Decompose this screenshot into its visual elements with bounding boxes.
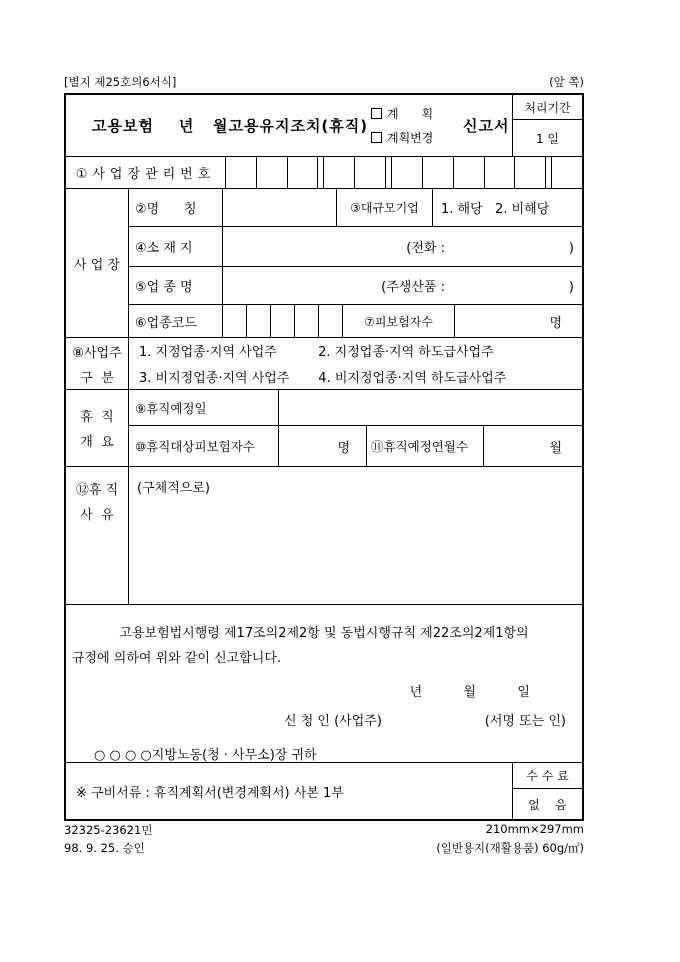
fee-value-text: 없 음	[528, 797, 567, 812]
industry-code-label-text: ⑥업종코드	[135, 315, 197, 331]
form-table	[64, 93, 584, 821]
leave-insured-input[interactable]	[279, 426, 367, 466]
plan-option-label: 계 획	[387, 107, 434, 121]
owner-type-option-line1: 1. 지정업종·지역 사업주 2. 지정업종·지역 하도급사업주	[139, 345, 494, 360]
processing-time-label-text: 처리기간	[524, 100, 571, 115]
form-code-text: 32325-23621민	[64, 823, 153, 837]
declaration-section	[66, 605, 582, 763]
form-title-suffix	[463, 95, 512, 156]
leave-reason-label	[66, 467, 129, 604]
mgmt-digit-box[interactable]	[485, 157, 516, 188]
leave-insured-label	[129, 426, 279, 466]
mgmt-digit-box[interactable]	[355, 157, 386, 188]
mgmt-number-input[interactable]	[226, 157, 582, 188]
fee-column	[512, 763, 582, 819]
mgmt-digit-box[interactable]	[454, 157, 485, 188]
addressee-text: ○ ○ ○ ○지방노동(청 · 사무소)장 귀하	[94, 748, 317, 763]
mgmt-digit-box[interactable]	[423, 157, 454, 188]
leave-overview-subrows	[129, 390, 582, 466]
workplace-name-label	[129, 189, 223, 226]
applicant-label-text: 신 청 인 (사업주)	[284, 714, 382, 729]
form-title-suffix-text: 신고서	[463, 117, 510, 135]
mgmt-digit-box[interactable]	[324, 157, 355, 188]
declaration-line2	[66, 647, 582, 666]
processing-time-label	[513, 95, 582, 120]
leave-months-input[interactable]	[484, 426, 582, 466]
leave-overview-label-line2: 개 요	[80, 435, 114, 450]
workplace-name-label-text: ②명 칭	[135, 202, 197, 217]
leave-months-label	[367, 426, 484, 466]
required-docs-label	[66, 763, 512, 819]
processing-time-column	[512, 95, 582, 156]
paper-size-text: 210mm×297mm	[485, 822, 584, 836]
approval-date	[64, 840, 145, 856]
declaration-applicant-line	[66, 710, 582, 729]
form-title-text: 고용보험 년 월고용유지조치(휴직)	[92, 117, 369, 135]
leave-date-input[interactable]	[279, 390, 582, 425]
industry-code-input[interactable]	[223, 305, 343, 337]
workplace-industry-row	[129, 267, 582, 305]
mgmt-number-label	[66, 157, 226, 188]
insured-count-unit-text: 명	[549, 315, 562, 331]
industry-code-digit-box[interactable]	[223, 305, 247, 337]
declaration-line2-text: 규정에 의하여 위와 같이 신고합니다.	[72, 651, 282, 666]
leave-overview-label	[66, 390, 129, 466]
fee-label-text: 수 수 료	[526, 769, 569, 783]
insured-count-input[interactable]	[455, 305, 582, 337]
mgmt-digit-box[interactable]	[257, 157, 288, 188]
form-code	[64, 822, 152, 838]
workplace-address-label-text: ④소 재 지	[135, 241, 193, 256]
leave-overview-label-line1: 휴 직	[80, 410, 114, 425]
industry-code-digit-box[interactable]	[295, 305, 319, 337]
form-reference	[64, 74, 176, 90]
declaration-date-line[interactable]	[66, 681, 582, 700]
fee-value	[513, 789, 582, 819]
plan-option-row	[371, 105, 463, 122]
workplace-block	[66, 189, 582, 338]
leave-reason-label-line1: ⑫휴 직	[75, 483, 119, 498]
workplace-name-row	[129, 189, 582, 227]
industry-code-digit-box[interactable]	[271, 305, 295, 337]
workplace-section-label-text: 사 업 장	[74, 257, 120, 273]
owner-type-label-line1: ⑧사업주	[72, 345, 122, 361]
leave-reason-label-line2: 사 유	[80, 508, 114, 523]
mgmt-number-row	[66, 157, 582, 189]
industry-name-label	[129, 267, 223, 304]
workplace-address-input[interactable]	[223, 227, 582, 266]
large-company-options[interactable]	[433, 189, 582, 226]
processing-time-value-text: 1 일	[535, 131, 560, 146]
insured-count-label	[343, 305, 455, 337]
processing-time-value	[513, 120, 582, 156]
declaration-date-text: 년 월 일	[409, 685, 530, 700]
leave-date-label-text: ⑨휴직예정일	[135, 400, 207, 416]
declaration-line1-text: 고용보험법시행령 제17조의2제2항 및 동법시행규칙 제22조의2제1항의	[119, 626, 529, 641]
leave-date-label	[129, 390, 279, 425]
mgmt-digit-box[interactable]	[552, 157, 582, 188]
declaration-line1	[66, 622, 582, 641]
leave-numbers-row	[129, 426, 582, 466]
large-company-label-text: ③대규모기업	[350, 201, 419, 215]
mgmt-digit-box[interactable]	[226, 157, 257, 188]
owner-type-label	[66, 338, 129, 389]
plan-change-option-row	[371, 129, 463, 146]
owner-type-options[interactable]	[129, 338, 582, 389]
owner-type-option-line2: 3. 비지정업종·지역 사업주 4. 비지정업종·지역 하도급사업주	[139, 371, 507, 386]
title-row	[66, 95, 582, 157]
workplace-name-input[interactable]	[223, 189, 337, 226]
product-hint-text: (주생산품 : )	[381, 280, 574, 295]
mgmt-digit-box[interactable]	[392, 157, 423, 188]
plan-checkbox[interactable]	[371, 108, 382, 119]
leave-months-unit-text: 월	[549, 440, 562, 456]
page-side-text: (앞 쪽)	[549, 75, 584, 89]
large-company-label	[337, 189, 433, 226]
phone-hint-text: (전화 : )	[406, 241, 574, 256]
owner-type-label-line2: 구 분	[80, 370, 114, 386]
leave-reason-hint-text: (구체적으로)	[137, 481, 210, 496]
leave-insured-label-text: ⑩휴직대상피보험자수	[135, 439, 255, 454]
industry-code-digit-box[interactable]	[319, 305, 342, 337]
required-docs-row	[66, 763, 582, 819]
leave-months-label-text: ⑪휴직예정연월수	[371, 439, 469, 454]
approval-date-text: 98. 9. 25. 승인	[64, 841, 145, 855]
declaration-addressee	[66, 744, 582, 763]
paper-spec	[436, 840, 584, 856]
paper-size	[486, 822, 584, 836]
workplace-address-label	[129, 227, 223, 266]
plan-type-options	[371, 95, 463, 156]
mgmt-number-label-text: ①사업장관리번호	[75, 167, 216, 182]
paper-spec-text: (일반용지(재활용품) 60g/㎡)	[436, 841, 584, 855]
industry-name-label-text: ⑤업 종 명	[135, 280, 193, 295]
mgmt-digit-box[interactable]	[288, 157, 319, 188]
leave-overview-block	[66, 390, 582, 467]
workplace-address-row	[129, 227, 582, 267]
plan-change-checkbox[interactable]	[371, 132, 382, 143]
industry-code-digit-box[interactable]	[247, 305, 271, 337]
form-reference-text: [별지 제25호의6서식]	[64, 75, 177, 89]
page-side-label	[549, 74, 584, 90]
fee-label	[513, 763, 582, 789]
insured-count-label-text: ⑦피보험자수	[364, 314, 433, 329]
leave-reason-row	[66, 467, 582, 605]
form-title	[66, 95, 371, 156]
owner-type-row	[66, 338, 582, 390]
industry-code-row	[129, 305, 582, 337]
leave-reason-input[interactable]	[129, 467, 582, 604]
leave-date-row	[129, 390, 582, 426]
workplace-subrows	[129, 189, 582, 337]
workplace-section-label	[66, 189, 129, 337]
mgmt-digit-box[interactable]	[515, 157, 546, 188]
required-docs-text: ※ 구비서류 : 휴직계획서(변경계획서) 사본 1부	[76, 785, 344, 801]
large-company-options-text: 1. 해당 2. 비해당	[441, 202, 550, 217]
industry-code-label	[129, 305, 223, 337]
plan-change-option-label: 계획변경	[387, 131, 434, 145]
leave-insured-unit-text: 명	[337, 440, 350, 456]
signature-hint-text[interactable]: (서명 또는 인)	[484, 714, 566, 729]
industry-name-input[interactable]	[223, 267, 582, 304]
